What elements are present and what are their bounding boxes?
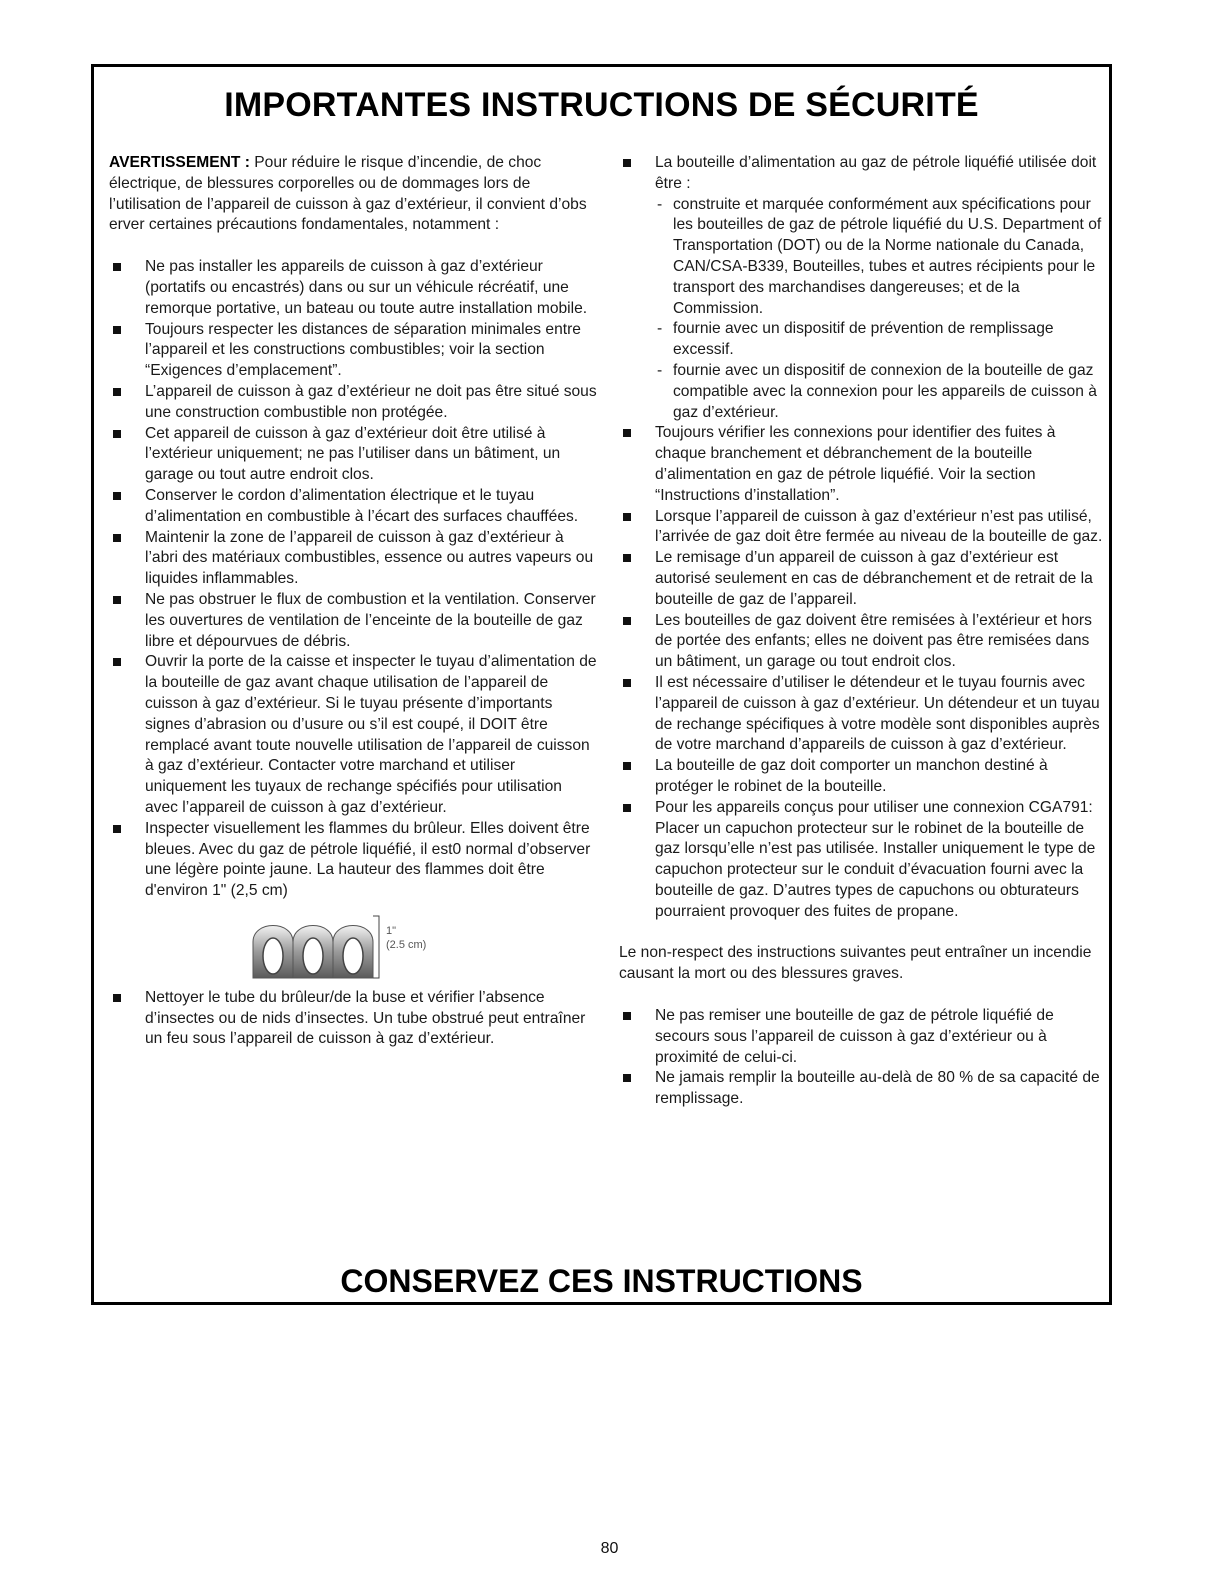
list-item — [619, 153, 1107, 423]
list-item: Pour les appareils conçus pour utiliser une connexion CGA791: Placer un capuchon protecteur sur le robinet de la bouteille de gaz lorsqu’elle n’est pas utilisée. Installer uniquement le type de capuchon protecteur sur le conduit d’évacuation fourni avec la bouteille de gaz. D’autres types de capuchons ou obturateurs pourraient provoquer des fuites de propane. — [619, 798, 1107, 923]
list-item: Nettoyer le tube du brûleur/de la buse et vérifier l’absence d’insectes ou de nids d’insectes. Un tube obstrué peut entraîner un feu sous l’appareil de cuisson à gaz d’extérieur. — [109, 988, 599, 1050]
flame-diagram — [249, 912, 469, 982]
warning-label: AVERTISSEMENT : — [109, 154, 250, 171]
list-item: L’appareil de cuisson à gaz d’extérieur ne doit pas être situé sous une construction combustible non protégée. — [109, 382, 599, 424]
list-item: Ne pas installer les appareils de cuisson à gaz d’extérieur (portatifs ou encastrés) dans ou sur un véhicule récréatif, une remorque portative, un bateau ou toute autre installation mobile. — [109, 257, 599, 319]
consequence-paragraph: Le non-respect des instructions suivantes peut entraîner un incendie causant la mort ou des blessures graves. — [619, 944, 1092, 983]
list-item: Toujours respecter les distances de séparation minimales entre l’appareil et les constructions combustibles; voir la section “Exigences d’emplacement”. — [109, 320, 599, 382]
list-item: Lorsque l’appareil de cuisson à gaz d’extérieur n’est pas utilisé, l’arrivée de gaz doit être fermée au niveau de la bouteille de gaz. — [619, 507, 1107, 549]
list-item: Maintenir la zone de l’appareil de cuisson à gaz d’extérieur à l’abri des matériaux combustibles, essence ou autres vapeurs ou liquides inflammables. — [109, 528, 599, 590]
list-item: Il est nécessaire d’utiliser le détendeur et le tuyau fournis avec l’appareil de cuisson à gaz d’extérieur. Un détendeur et un tuyau de rechange spécifiques à votre modèle sont disponibles auprès de votre marchand d’appareils de cuisson à gaz d’extérieur. — [619, 673, 1107, 756]
list-item: La bouteille de gaz doit comporter un manchon destiné à protéger le robinet de la bouteille. — [619, 756, 1107, 798]
safety-instructions-frame — [91, 64, 1112, 1305]
list-item: Toujours vérifier les connexions pour identifier des fuites à chaque branchement et débranchement de la bouteille d’alimentation en gaz de pétrole liquéfié. Voir la section “Instructions d’installation”. — [619, 423, 1107, 506]
list-item: Ne jamais remplir la bouteille au-delà de 80 % de sa capacité de remplissage. — [619, 1068, 1107, 1110]
left-safety-list-continued — [109, 988, 599, 1050]
flame-icon — [293, 925, 333, 978]
height-bracket — [373, 916, 379, 978]
warning-paragraph — [109, 153, 599, 236]
save-instructions-heading: CONSERVEZ CES INSTRUCTIONS — [340, 1263, 863, 1299]
left-column — [109, 153, 599, 1050]
right-safety-list — [619, 153, 1107, 922]
cylinder-intro: La bouteille d’alimentation au gaz de pétrole liquéfié utilisée doit être : — [655, 154, 1097, 192]
sub-list-item: - fournie avec un dispositif de connexion de la bouteille de gaz compatible avec la connexion pour les appareils de cuisson à gaz d’extérieur. — [655, 361, 1107, 423]
left-safety-list — [109, 257, 599, 902]
cylinder-requirements — [655, 195, 1107, 424]
flame-height-illustration — [109, 912, 599, 982]
warning-text: Pour réduire le risque d’incendie, de choc électrique, de blessures corporelles ou de dommages lors de l’utilisation de l’appareil de cuisson à gaz d’extérieur, il convient d’obs erver certaines précautions fondamentales, notamment : — [109, 154, 587, 234]
page-title: IMPORTANTES INSTRUCTIONS DE SÉCURITÉ — [224, 86, 979, 124]
page-number: 80 — [600, 1540, 619, 1557]
sub-list-item: - fournie avec un dispositif de prévention de remplissage excessif. — [655, 319, 1107, 361]
flame-height-metric-label: (2.5 cm) — [386, 938, 427, 951]
list-item: Ne pas obstruer le flux de combustion et la ventilation. Conserver les ouvertures de ventilation de l’enceinte de la bouteille de gaz libre et dépourvues de débris. — [109, 590, 599, 652]
list-item: Le remisage d’un appareil de cuisson à gaz d’extérieur est autorisé seulement en cas de débranchement et de retrait de la bouteille de gaz de l’appareil. — [619, 548, 1107, 610]
sub-list-item: - construite et marquée conformément aux spécifications pour les bouteilles de gaz de pétrole liquéfié du U.S. Department of Transportation (DOT) ou de la Norme nationale du Canada, CAN/CSA-B339, Bouteilles, tubes et autres récipients pour le transport des marchandises dangereuses; et de la Commission. — [655, 195, 1107, 320]
right-column — [619, 153, 1107, 1110]
right-final-list — [619, 1006, 1107, 1110]
list-item: Ouvrir la porte de la caisse et inspecter le tuyau d’alimentation de la bouteille de gaz avant chaque utilisation de l’appareil de cuisson à gaz d’extérieur. Si le tuyau présente d’importants signes d’abrasion ou d’usure ou s’il est coupé, il DOIT être remplacé avant toute nouvelle utilisation de l’appareil de cuisson à gaz d’extérieur. Contacter votre marchand et utiliser uniquement les tuyaux de rechange spécifiés pour utilisation avec l’appareil de cuisson à gaz d’extérieur. — [109, 652, 599, 818]
flame-icon — [333, 925, 373, 978]
list-item: Inspecter visuellement les flammes du brûleur. Elles doivent être bleues. Avec du gaz de pétrole liquéfié, il est0 normal d’observer une légère pointe jaune. La hauteur des flammes doit être d'environ 1" (2,5 cm) — [109, 819, 599, 902]
flame-icon — [253, 925, 293, 978]
list-item: Ne pas remiser une bouteille de gaz de pétrole liquéfié de secours sous l’appareil de cuisson à gaz d’extérieur ou à proximité de celui-ci. — [619, 1006, 1107, 1068]
list-item: Conserver le cordon d’alimentation électrique et le tuyau d’alimentation en combustible à l’écart des surfaces chauffées. — [109, 486, 599, 528]
flame-height-label: 1" — [386, 924, 397, 937]
list-item: Cet appareil de cuisson à gaz d’extérieur doit être utilisé à l’extérieur uniquement; ne pas l’utiliser dans un bâtiment, un garage ou tout autre endroit clos. — [109, 424, 599, 486]
list-item: Les bouteilles de gaz doivent être remisées à l’extérieur et hors de portée des enfants; elles ne doivent pas être remisées dans un bâtiment, un garage ou tout endroit clos. — [619, 611, 1107, 673]
